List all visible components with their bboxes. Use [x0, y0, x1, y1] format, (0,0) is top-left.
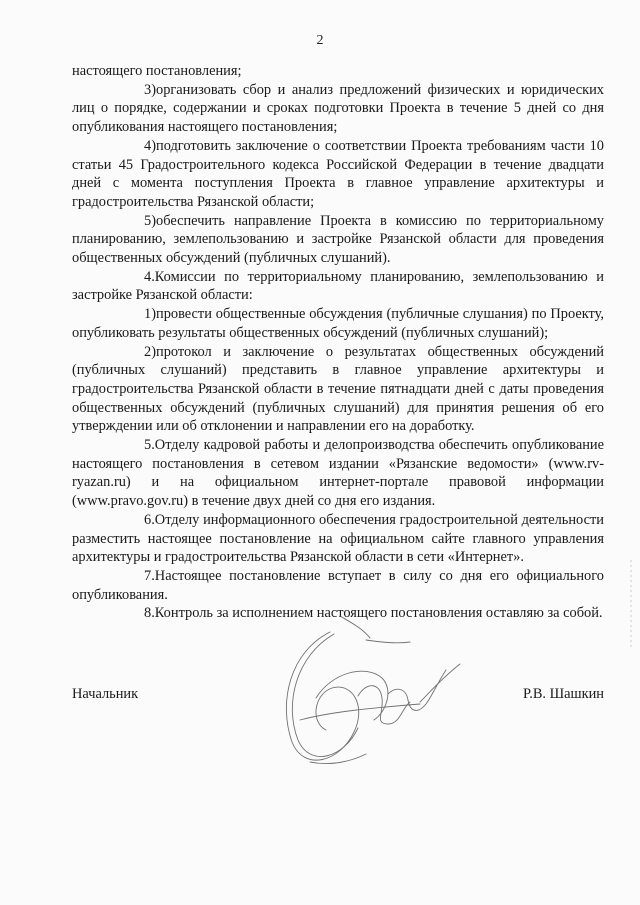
paragraph-item-2	[72, 343, 604, 437]
document-body	[72, 62, 604, 623]
paragraph-section-4	[72, 268, 604, 305]
paragraph-number: 2)	[144, 343, 156, 360]
paragraph-number: 4.	[144, 268, 155, 285]
paragraph-text: протокол и заключение о результатах общественных обсуждений (публичных слушаний) представить в главное управление архитектуры и градостроительства Рязанской области в течение пятнадцати дней с даты проведения общественных обсуждений (публичных слушаний) для принятия решения об его утверждении или об отклонении и направлении его на доработку.	[72, 343, 604, 435]
paragraph-number: 5.	[144, 437, 155, 454]
margin-scan-mark	[628, 560, 634, 650]
paragraph-text: подготовить заключение о соответствии Проекта требованиям части 10 статьи 45 Градостроительного кодекса Российской Федерации в течение двадцати дней с момента поступления Проекта в главное управление архитектуры и градостроительства Рязанской области;	[72, 137, 604, 210]
paragraph-text: провести общественные обсуждения (публичные слушания) по Проекту, опубликовать результаты общественных обсуждений (публичных слушаний);	[72, 306, 604, 341]
paragraph-item-4	[72, 137, 604, 212]
paragraph-continuation	[72, 62, 604, 81]
paragraph-text: организовать сбор и анализ предложений физических и юридических лиц о порядке, содержании и сроках подготовки Проекта в течение 5 дней со дня опубликования настоящего постановления;	[72, 81, 604, 136]
paragraph-item-1	[72, 305, 604, 342]
paragraph-text: Настоящее постановление вступает в силу со дня его официального опубликования.	[72, 567, 604, 603]
signatory-title: Начальник	[72, 686, 139, 702]
page-number: 2	[316, 33, 324, 48]
paragraph-section-6	[72, 511, 604, 567]
paragraph-number: 5)	[144, 212, 156, 229]
paragraph-text: Комиссии по территориальному планированию, землепользованию и застройке Рязанской области:	[72, 268, 604, 304]
paragraph-item-5	[72, 212, 604, 268]
paragraph-section-5	[72, 436, 604, 511]
paragraph-number: 6.	[144, 511, 155, 528]
paragraph-number: 3)	[144, 81, 156, 98]
paragraph-section-7	[72, 567, 604, 604]
paragraph-text: Контроль за исполнением настоящего постановления оставляю за собой.	[154, 605, 603, 622]
paragraph-number: 4)	[144, 137, 156, 154]
paragraph-number: 8.	[144, 605, 155, 622]
paragraph-text: настоящего постановления;	[72, 63, 242, 79]
paragraph-number: 7.	[144, 567, 155, 584]
signatory-name: Р.В. Шашкин	[523, 686, 604, 702]
paragraph-text: Отделу информационного обеспечения градостроительной деятельности разместить настоящее постановление на официальном сайте главного управления архитектуры и градостроительства Рязанской области в сети «Интернет».	[72, 511, 604, 566]
paragraph-item-3	[72, 81, 604, 137]
paragraph-text: обеспечить направление Проекта в комиссию по территориальному планированию, землепользованию и застройке Рязанской области для проведения общественных обсуждений (публичных слушаний).	[72, 212, 604, 267]
handwritten-signature	[270, 612, 470, 782]
paragraph-number: 1)	[144, 306, 156, 323]
paragraph-text: Отделу кадровой работы и делопроизводства обеспечить опубликование настоящего постановления в сетевом издании «Рязанские ведомости» (www.rv-ryazan.ru) и на официальном интернет-портале правовой информации (www.pravo.gov.ru) в течение двух дней со дня его издания.	[72, 437, 604, 510]
